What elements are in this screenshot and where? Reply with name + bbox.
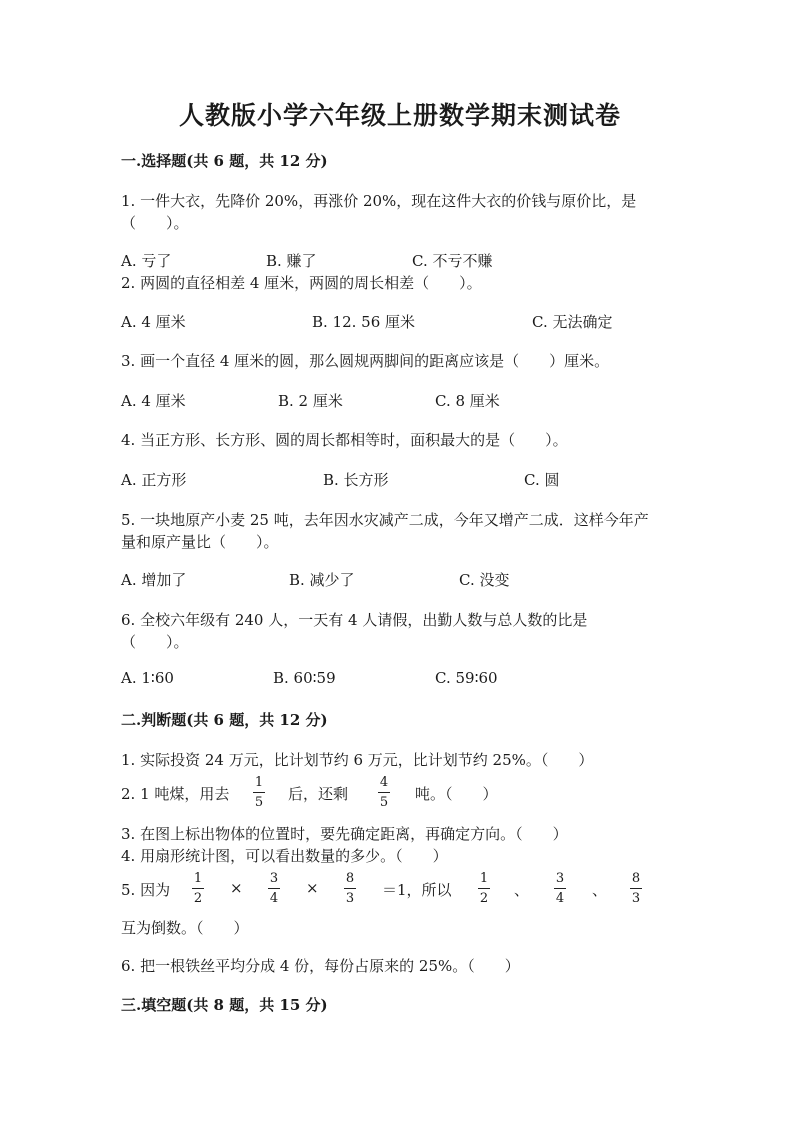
fraction-denominator: 3 bbox=[631, 891, 641, 906]
mc-q3-option-a: A. 4 厘米 bbox=[121, 392, 186, 410]
mc-q5-option-a: A. 增加了 bbox=[121, 571, 187, 589]
mc-q2-option-b: B. 12. 56 厘米 bbox=[312, 313, 416, 331]
fraction-denominator: 4 bbox=[269, 891, 279, 906]
tf-q5-fraction-3 bbox=[344, 871, 356, 906]
tf-q4-text: 4. 用扇形统计图，可以看出数量的多少。（ ） bbox=[121, 847, 448, 865]
fraction-bar bbox=[378, 792, 390, 793]
fraction-numerator: 1 bbox=[193, 871, 203, 886]
mc-q6-text: 6. 全校六年级有 240 人，一天有 4 人请假，出勤人数与总人数的比是 bbox=[121, 611, 588, 629]
tf-q5-fraction-5 bbox=[554, 871, 566, 906]
section-heading-fill-in: 三.填空题(共 8 题，共 15 分) bbox=[121, 996, 328, 1014]
mc-q6-option-c: C. 59∶60 bbox=[435, 669, 498, 687]
fraction-numerator: 3 bbox=[555, 871, 565, 886]
fraction-denominator: 5 bbox=[379, 795, 389, 810]
mc-q4-text: 4. 当正方形、长方形、圆的周长都相等时，面积最大的是（ ）。 bbox=[121, 431, 568, 449]
mc-q6-option-b: B. 60∶59 bbox=[273, 669, 336, 687]
mc-q5-text: 5. 一块地原产小麦 25 吨，去年因水灾减产二成，今年又增产二成．这样今年产 bbox=[121, 511, 649, 529]
tf-q5-times-1: × bbox=[230, 879, 243, 897]
tf-q5-fraction-4 bbox=[478, 871, 490, 906]
mc-q2-text: 2. 两圆的直径相差 4 厘米，两圆的周长相差（ ）。 bbox=[121, 274, 482, 292]
tf-q5-fraction-6 bbox=[630, 871, 642, 906]
tf-q5-text-eq: ＝1，所以 bbox=[382, 881, 452, 899]
fraction-bar bbox=[192, 888, 204, 889]
fraction-bar bbox=[630, 888, 642, 889]
fraction-numerator: 8 bbox=[631, 871, 641, 886]
tf-q1-text: 1. 实际投资 24 万元，比计划节约 6 万元，比计划节约 25%。（ ） bbox=[121, 751, 594, 769]
tf-q2-text-post: 吨。（ ） bbox=[415, 785, 498, 803]
mc-q6-text-cont: （ ）。 bbox=[121, 633, 189, 651]
mc-q4-option-c: C. 圆 bbox=[524, 471, 560, 489]
tf-q5-text-pre: 5. 因为 bbox=[121, 881, 171, 899]
fraction-denominator: 2 bbox=[479, 891, 489, 906]
fraction-numerator: 1 bbox=[479, 871, 489, 886]
fraction-bar bbox=[554, 888, 566, 889]
fraction-denominator: 3 bbox=[345, 891, 355, 906]
fraction-numerator: 8 bbox=[345, 871, 355, 886]
tf-q3-text: 3. 在图上标出物体的位置时，要先确定距离，再确定方向。（ ） bbox=[121, 825, 568, 843]
tf-q5-times-2: × bbox=[306, 879, 319, 897]
tf-q5-sep-1: 、 bbox=[514, 881, 530, 899]
page-title: 人教版小学六年级上册数学期末测试卷 bbox=[178, 101, 621, 130]
mc-q3-option-c: C. 8 厘米 bbox=[435, 392, 500, 410]
fraction-denominator: 5 bbox=[254, 795, 264, 810]
tf-q2-text-mid: 后，还剩 bbox=[288, 785, 349, 803]
section-heading-true-false: 二.判断题(共 6 题，共 12 分) bbox=[121, 711, 328, 729]
fraction-numerator: 1 bbox=[254, 775, 264, 790]
tf-q2-fraction-used bbox=[253, 775, 265, 810]
mc-q1-option-a: A. 亏了 bbox=[121, 252, 172, 270]
tf-q5-sep-2: 、 bbox=[592, 881, 608, 899]
fraction-denominator: 4 bbox=[555, 891, 565, 906]
mc-q2-option-c: C. 无法确定 bbox=[532, 313, 613, 331]
tf-q5-fraction-2 bbox=[268, 871, 280, 906]
mc-q3-option-b: B. 2 厘米 bbox=[278, 392, 343, 410]
mc-q1-text: 1. 一件大衣，先降价 20%，再涨价 20%，现在这件大衣的价钱与原价比，是 bbox=[121, 192, 637, 210]
mc-q5-option-c: C. 没变 bbox=[459, 571, 510, 589]
section-heading-choice: 一.选择题(共 6 题，共 12 分) bbox=[121, 152, 328, 170]
mc-q2-option-a: A. 4 厘米 bbox=[121, 313, 186, 331]
fraction-numerator: 3 bbox=[269, 871, 279, 886]
fraction-bar bbox=[478, 888, 490, 889]
mc-q1-option-b: B. 赚了 bbox=[266, 252, 317, 270]
mc-q6-option-a: A. 1∶60 bbox=[121, 669, 174, 687]
mc-q4-option-a: A. 正方形 bbox=[121, 471, 187, 489]
fraction-bar bbox=[344, 888, 356, 889]
fraction-bar bbox=[253, 792, 265, 793]
mc-q3-text: 3. 画一个直径 4 厘米的圆，那么圆规两脚间的距离应该是（ ）厘米。 bbox=[121, 352, 610, 370]
tf-q2-fraction-left bbox=[378, 775, 390, 810]
fraction-denominator: 2 bbox=[193, 891, 203, 906]
mc-q1-option-c: C. 不亏不赚 bbox=[412, 252, 493, 270]
mc-q1-text-cont: （ ）。 bbox=[121, 214, 189, 232]
tf-q5-fraction-1 bbox=[192, 871, 204, 906]
mc-q4-option-b: B. 长方形 bbox=[323, 471, 389, 489]
mc-q5-option-b: B. 减少了 bbox=[289, 571, 355, 589]
mc-q5-text-cont: 量和原产量比（ ）。 bbox=[121, 533, 279, 551]
tf-q5-text-cont: 互为倒数。（ ） bbox=[121, 919, 249, 937]
fraction-bar bbox=[268, 888, 280, 889]
fraction-numerator: 4 bbox=[379, 775, 389, 790]
tf-q2-text-pre: 2. 1 吨煤，用去 bbox=[121, 785, 230, 803]
tf-q6-text: 6. 把一根铁丝平均分成 4 份，每份占原来的 25%。（ ） bbox=[121, 957, 520, 975]
